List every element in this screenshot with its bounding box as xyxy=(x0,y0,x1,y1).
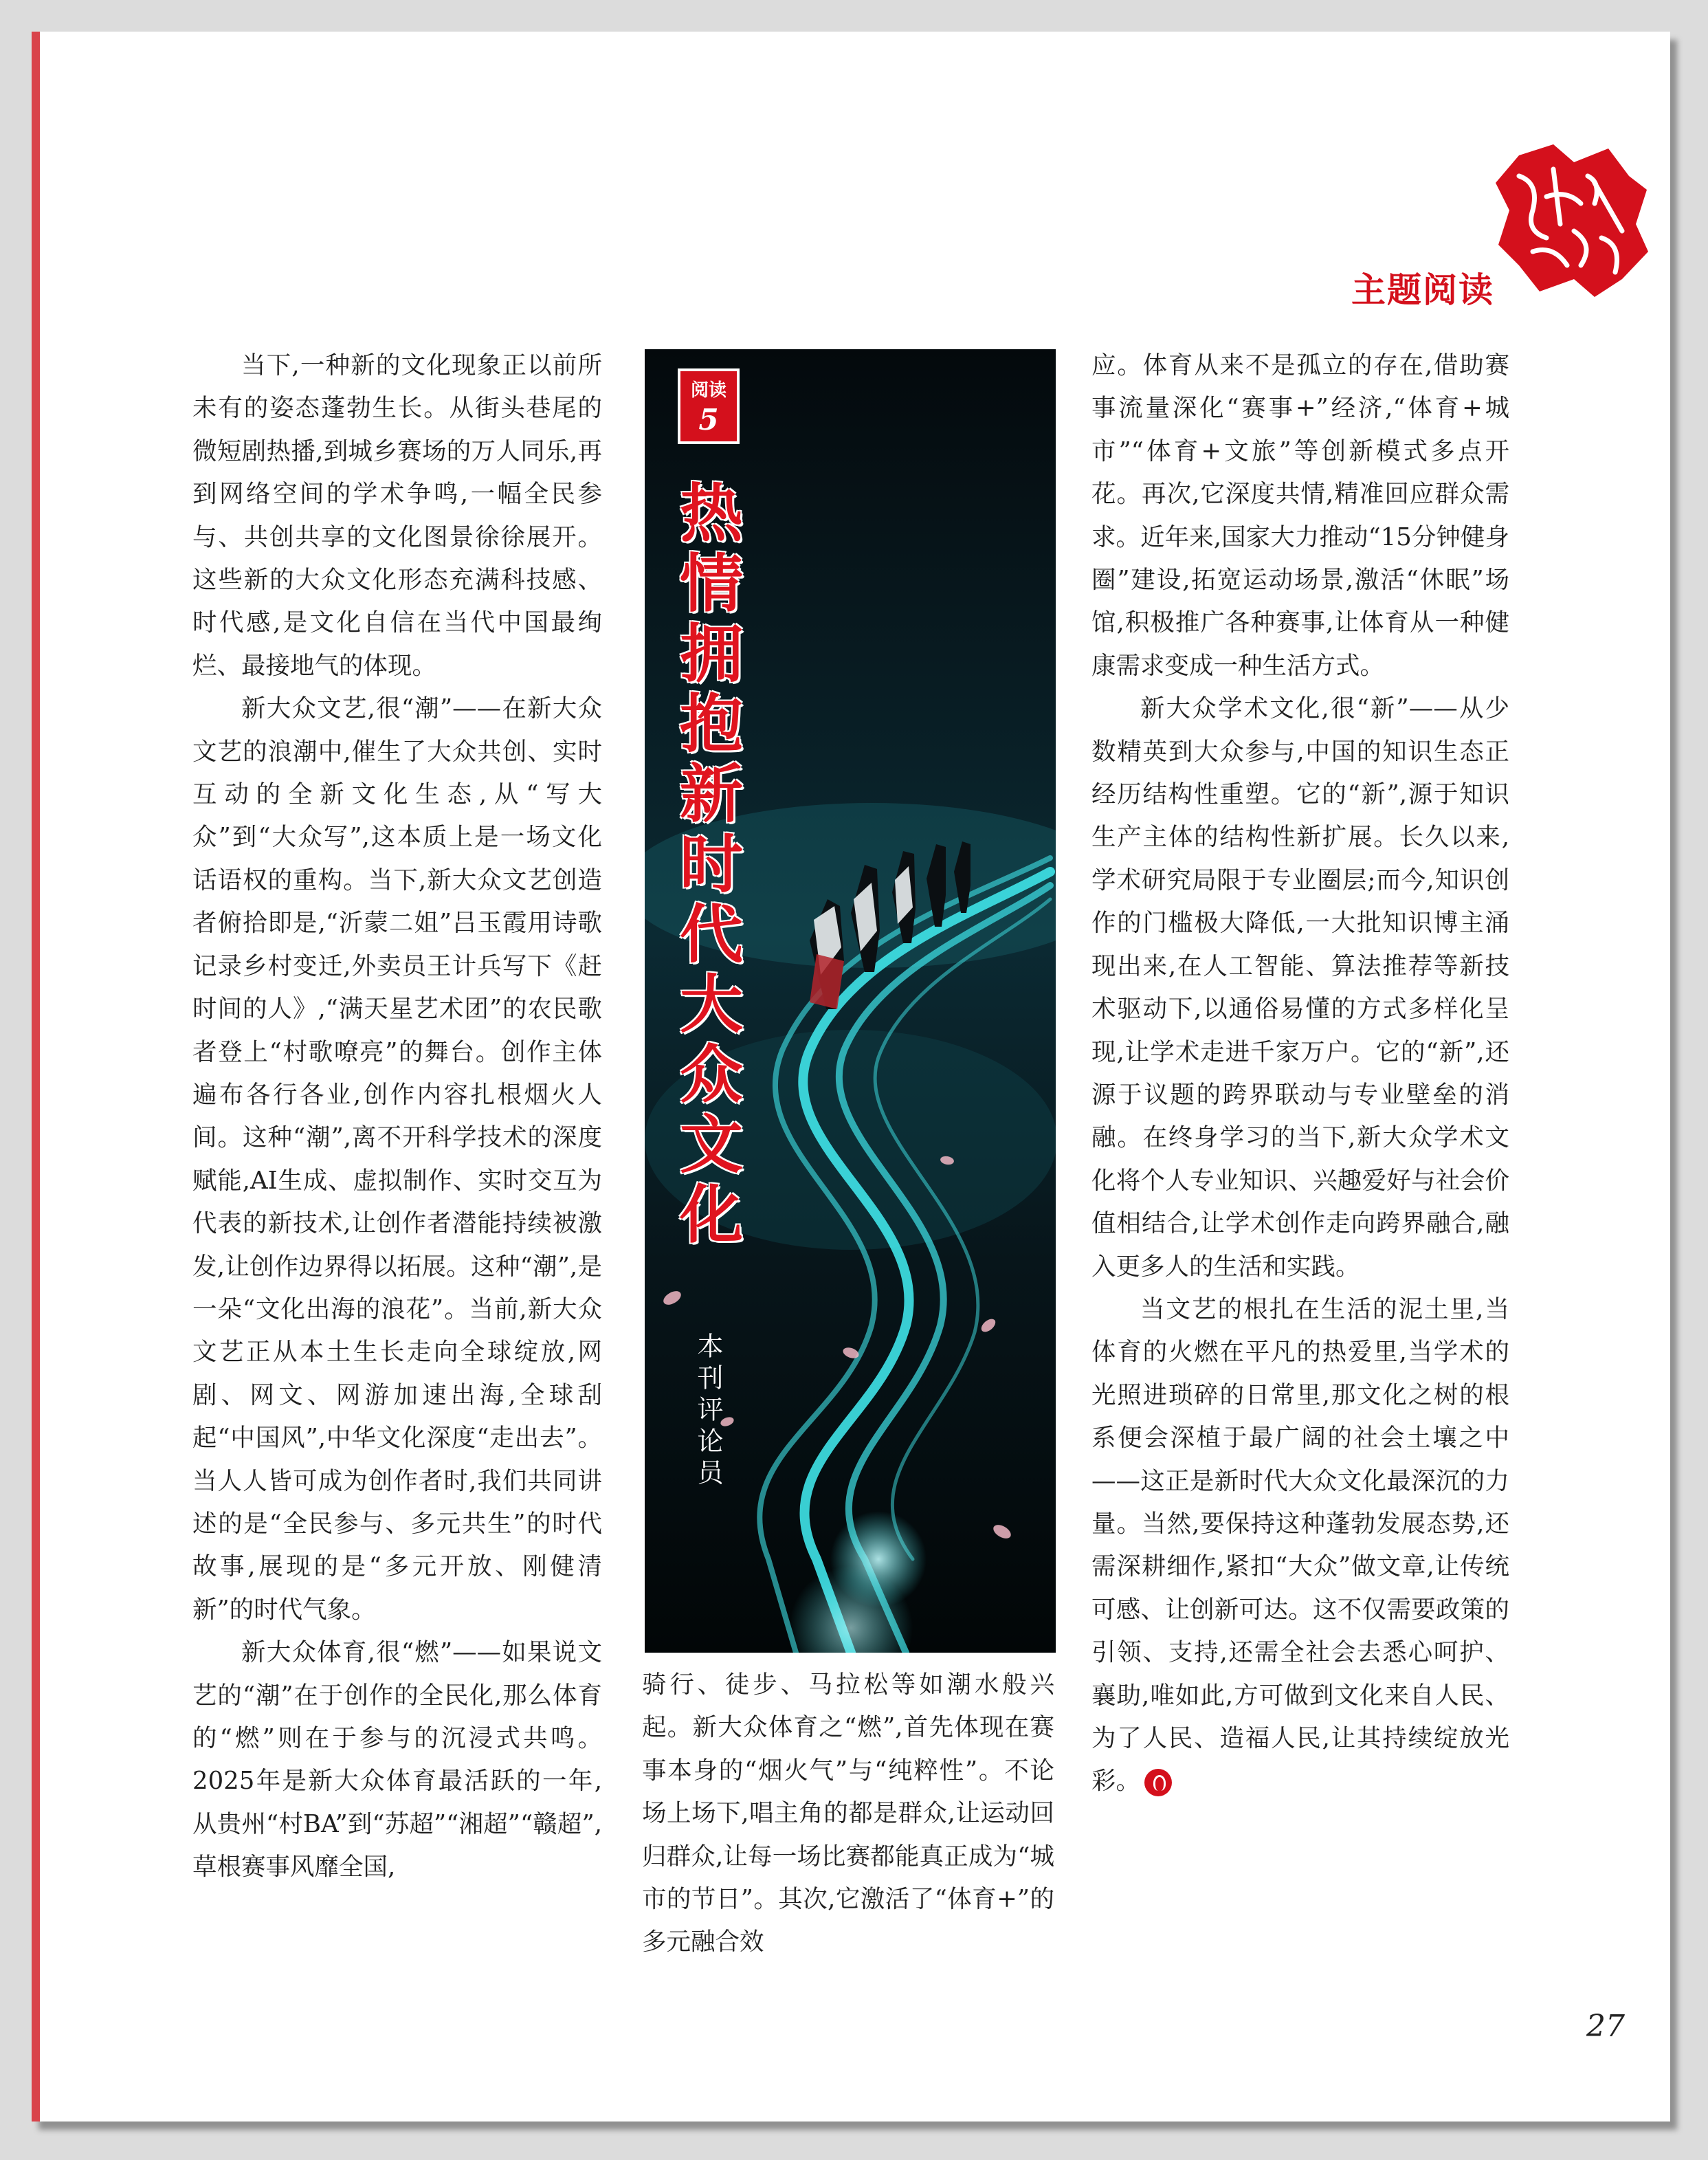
paragraph: 骑行、徒步、马拉松等如潮水般兴起。新大众体育之“燃”,首先体现在赛事本身的“烟火气”与“纯粹性”。不论场上场下,唱主角的都是群众,让运动回归群众,让每一场比赛都能真正成为“城市的节日”。其次,它激活了“体育+”的多元融合效 xyxy=(642,1671,1054,1957)
article-headline: 热情拥抱新时代大众文化 xyxy=(669,480,743,1251)
article-column-1 xyxy=(192,344,602,1889)
paragraph: 当下,一种新的文化现象正以前所未有的姿态蓬勃生长。从街头巷尾的微短剧热播,到城乡赛场的万人同乐,再到网络空间的学术争鸣,一幅全民参与、共创共享的文化图景徐徐展开。这些新的大众文化形态充满科技感、时代感,是文化自信在当代中国最绚烂、最接地气的体现。 xyxy=(192,351,602,680)
page-number: 27 xyxy=(1586,2009,1625,2044)
badge-number: 5 xyxy=(698,403,719,437)
end-of-article-icon xyxy=(1144,1769,1172,1796)
margin-rule xyxy=(32,32,40,2122)
paragraph xyxy=(1091,1288,1509,1803)
paragraph: 新大众体育,很“燃”——如果说文艺的“潮”在于创作的全民化,那么体育的“燃”则在于参与的沉浸式共鸣。2025年是新大众体育最活跃的一年,从贵州“村BA”到“苏超”“湘超”“赣超”,草根赛事风靡全国, xyxy=(192,1638,602,1882)
paragraph: 应。体育从来不是孤立的存在,借助赛事流量深化“赛事+”经济,“体育+城市”“体育+文旅”等创新模式多点开花。再次,它深度共情,精准回应群众需求。近年来,国家大力推动“15分钟健身圈”建设,拓宽运动场景,激活“休眠”场馆,积极推广各种赛事,让体育从一种健康需求变成一种生活方式。 xyxy=(1091,351,1509,680)
paragraph: 新大众学术文化,很“新”——从少数精英到大众参与,中国的知识生态正经历结构性重塑。它的“新”,源于知识生产主体的结构性新扩展。长久以来,学术研究局限于专业圈层;而今,知识创作的门槛极大降低,一大批知识博主涌现出来,在人工智能、算法推荐等新技术驱动下,以通俗易懂的方式多样化呈现,让学术走进千家万户。它的“新”,还源于议题的跨界联动与专业壁垒的消融。在终身学习的当下,新大众学术文化将个人专业知识、兴趣爱好与社会价值相结合,让学术创作走向跨界融合,融入更多人的生活和实践。 xyxy=(1091,694,1509,1281)
magazine-page xyxy=(32,32,1670,2122)
article-column-3 xyxy=(1091,344,1509,1803)
badge-label: 阅读 xyxy=(690,380,727,401)
section-title: 主题阅读 xyxy=(1351,270,1494,310)
paragraph: 新大众文艺,很“潮”——在新大众文艺的浪潮中,催生了大众共创、实时互动的全新文化生态,从“写大众”到“大众写”,这本质上是一场文化话语权的重构。当下,新大众文艺创造者俯拾即是,“沂蒙二姐”吕玉霞用诗歌记录乡村变迁,外卖员王计兵写下《赶时间的人》,“满天星艺术团”的农民歌者登上“村歌嘹亮”的舞台。创作主体遍布各行各业,创作内容扎根烟火人间。这种“潮”,离不开科学技术的深度赋能,AI生成、虚拟制作、实时交互为代表的新技术,让创作者潜能持续被激发,让创作边界得以拓展。这种“潮”,是一朵“文化出海的浪花”。当前,新大众文艺正从本土生长走向全球绽放,网剧、网文、网游加速出海,全球刮起“中国风”,中华文化深度“走出去”。当人人皆可成为创作者时,我们共同讲述的是“全民参与、多元共生”的时代故事,展现的是“多元开放、刚健清新”的时代气象。 xyxy=(192,694,602,1624)
article-byline: 本刊评论员 xyxy=(693,1332,723,1490)
feature-image-panel xyxy=(645,349,1056,1653)
magazine-logo xyxy=(1491,142,1651,301)
reading-badge xyxy=(678,368,740,444)
article-column-2 xyxy=(642,1664,1054,1964)
paragraph-text: 当文艺的根扎在生活的泥土里,当体育的火燃在平凡的热爱里,当学术的光照进琐碎的日常里,那文化之树的根系便会深植于最广阔的社会土壤之中——这正是新时代大众文化最深沉的力量。当然,要保持这种蓬勃发展态势,还需深耕细作,紧扣“大众”做文章,让传统可感、让创新可达。这不仅需要政策的引领、支持,还需全社会去悉心呵护、襄助,唯如此,方可做到文化来自人民、为了人民、造福人民,让其持续绽放光彩。 xyxy=(1091,1294,1509,1796)
